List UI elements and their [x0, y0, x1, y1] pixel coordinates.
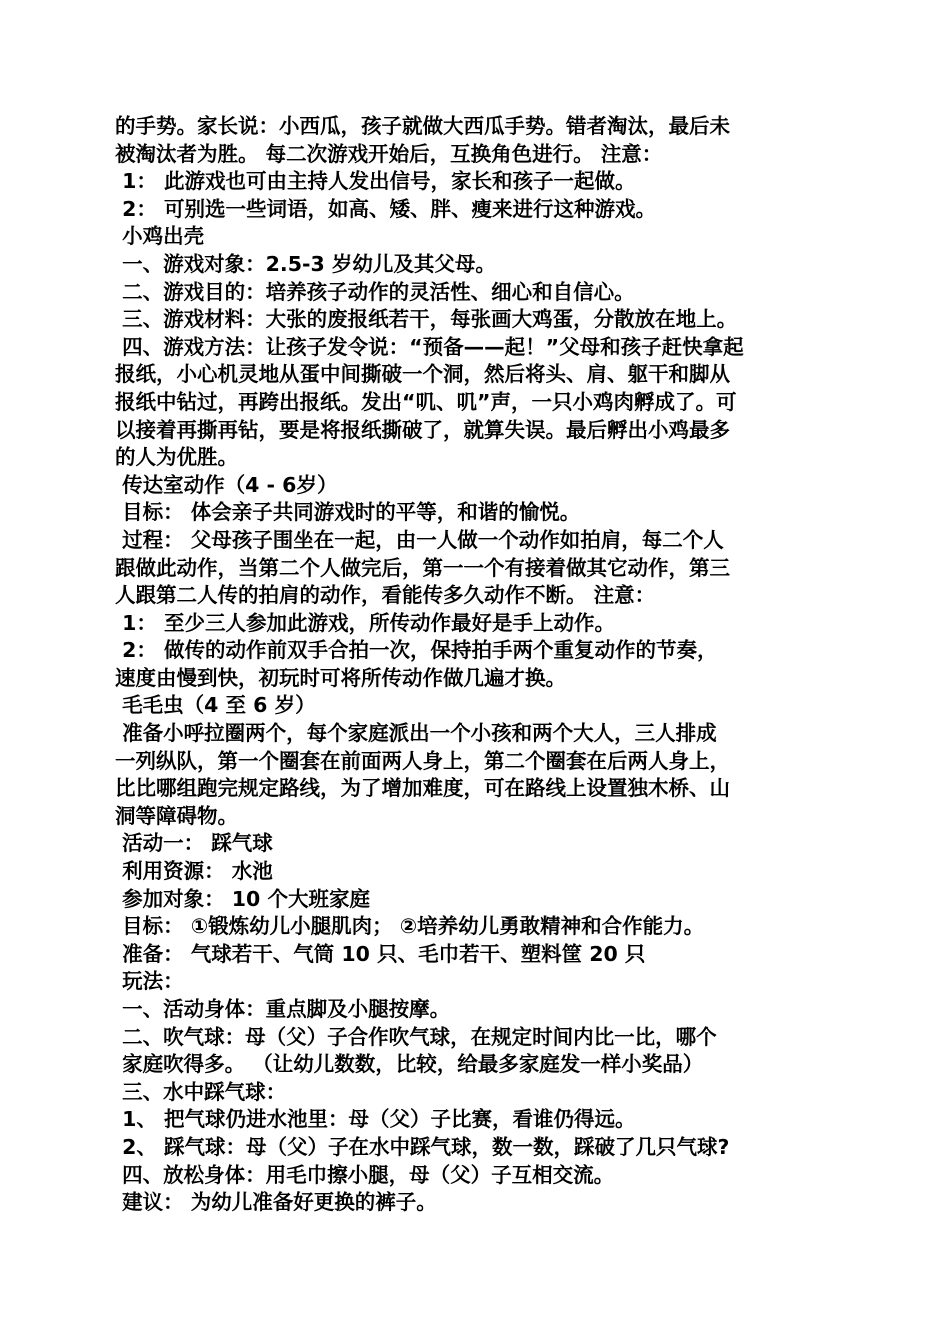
text-line: 家庭吹得多。 （让幼儿数数，比较，给最多家庭发一样小奖品） — [115, 1052, 704, 1077]
text-line: 比比哪组跑完规定路线，为了增加难度，可在路线上设置独木桥、山 — [115, 776, 730, 801]
text-line: 准备小呼拉圈两个，每个家庭派出一个小孩和两个大人，三人排成 — [115, 721, 717, 746]
text-line: 1、 把气球仍进水池里：母（父）子比赛，看谁仍得远。 — [115, 1107, 636, 1132]
text-line: 玩法： — [115, 969, 184, 994]
text-line: 洞等障碍物。 — [115, 803, 238, 828]
text-line: 三、游戏材料：大张的废报纸若干，每张画大鸡蛋，分散放在地上。 — [115, 307, 738, 332]
text-line: 四、游戏方法：让孩子发令说：“预备——起！”父母和孩子赶快拿起 — [115, 334, 744, 359]
text-line: 四、放松身体：用毛巾擦小腿，母（父）子互相交流。 — [115, 1162, 615, 1187]
text-line: 建议： 为幼儿准备好更换的裤子。 — [115, 1190, 437, 1215]
document-body — [115, 113, 837, 1217]
section-heading: 小鸡出壳 — [115, 224, 205, 249]
text-line: 二、游戏目的：培养孩子动作的灵活性、细心和自信心。 — [115, 279, 635, 304]
text-line: 1： 至少三人参加此游戏，所传动作最好是手上动作。 — [115, 610, 616, 635]
text-line: 过程： 父母孩子围坐在一起，由一人做一个动作如拍肩，每二个人 — [115, 527, 724, 552]
text-line: 准备： 气球若干、气筒 10 只、毛巾若干、塑料筐 20 只 — [115, 941, 646, 966]
text-line: 速度由慢到快，初玩时可将所传动作做几遍才换。 — [115, 665, 566, 690]
text-line: 2： 做传的动作前双手合拍一次，保持拍手两个重复动作的节奏， — [115, 638, 718, 663]
text-line: 一、活动身体：重点脚及小腿按摩。 — [115, 997, 451, 1021]
text-line: 以接着再撕再钻，要是将报纸撕破了，就算失误。最后孵出小鸡最多 — [115, 417, 730, 442]
section-heading: 传达室动作（4 - 6岁） — [115, 472, 338, 497]
text-line: 参加对象： 10 个大班家庭 — [115, 886, 370, 911]
section-heading: 活动一： 踩气球 — [115, 831, 273, 856]
text-line: 目标： ①锻炼幼儿小腿肌肉； ②培养幼儿勇敢精神和合作能力。 — [115, 914, 705, 939]
section-heading: 毛毛虫（4 至 6 岁） — [115, 693, 316, 718]
text-line: 一列纵队，第一个圈套在前面两人身上，第二个圈套在后两人身上， — [115, 748, 730, 773]
text-line: 的手势。家长说：小西瓜，孩子就做大西瓜手势。错者淘汰，最后未 — [115, 114, 730, 138]
text-line: 人跟第二人传的拍肩的动作，看能传多久动作不断。 注意： — [115, 583, 656, 608]
text-line: 二、吹气球：母（父）子合作吹气球，在规定时间内比一比，哪个 — [115, 1024, 717, 1049]
text-line: 被淘汰者为胜。 每二次游戏开始后，互换角色进行。 注意： — [115, 141, 663, 166]
text-line: 跟做此动作，当第二个人做完后，第一一个有接着做其它动作，第三 — [115, 555, 730, 580]
text-line: 三、水中踩气球： — [115, 1079, 287, 1104]
text-line: 目标： 体会亲子共同游戏时的平等，和谐的愉悦。 — [115, 500, 581, 525]
text-line: 的人为优胜。 — [115, 445, 238, 470]
text-line: 报纸中钻过，再跨出报纸。发出“叽、叽”声，一只小鸡肉孵成了。可 — [115, 389, 737, 414]
text-line: 2： 可别选一些词语，如高、矮、胖、瘦来进行这种游戏。 — [115, 196, 657, 221]
text-line: 报纸，小心机灵地从蛋中间撕破一个洞，然后将头、肩、躯干和脚从 — [115, 362, 730, 387]
text-line: 1： 此游戏也可由主持人发出信号，家长和孩子一起做。 — [115, 169, 636, 194]
text-line: 2、 踩气球：母（父）子在水中踩气球，数一数，踩破了几只气球? — [115, 1134, 730, 1159]
text-line: 一、游戏对象：2.5-3 岁幼儿及其父母。 — [115, 251, 496, 276]
text-line: 利用资源： 水池 — [115, 859, 273, 884]
